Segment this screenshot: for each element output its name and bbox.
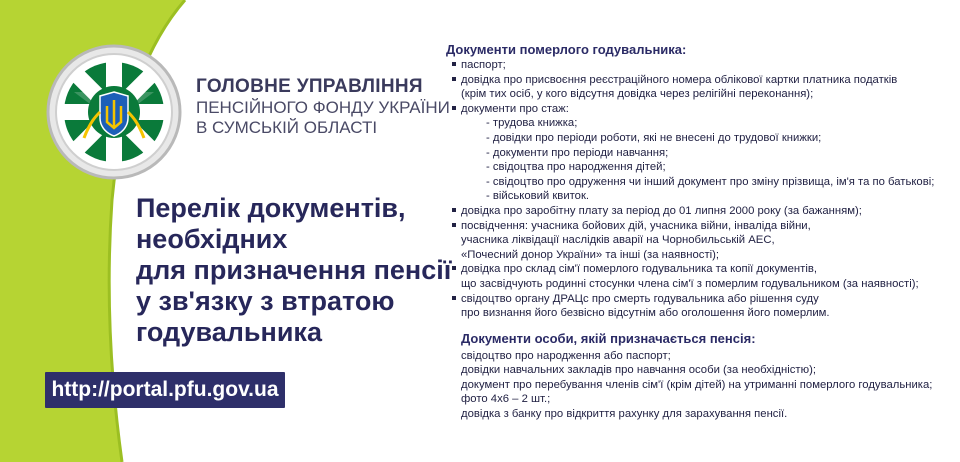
list-item: довідка про склад сім'ї померлого годувальника та копії документів, xyxy=(446,262,946,277)
section-heading-deceased: Документи померлого годувальника: xyxy=(446,42,687,57)
list-item: фото 4х6 – 2 шт.; xyxy=(461,393,551,406)
list-item: довідка про присвоєння реєстраційного номера облікової картки платника податків xyxy=(446,73,946,88)
list-item: паспорт; xyxy=(446,58,946,73)
pension-fund-emblem xyxy=(44,42,184,182)
list-item: учасника ліквідації наслідків аварії на Чорнобильській АЕС, xyxy=(461,234,775,247)
list-item: (крім тих осіб, у кого відсутня довідка через релігійні переконання); xyxy=(461,88,814,101)
title-line: необхідних xyxy=(136,224,288,254)
org-line-1: ГОЛОВНЕ УПРАВЛІННЯ xyxy=(196,76,423,97)
list-item: «Почесний донор України» та інші (за наявності); xyxy=(461,248,720,261)
documents-list xyxy=(446,42,946,422)
list-item: довідки навчальних закладів про навчання особи (за необхідністю); xyxy=(461,364,816,377)
deceased-documents xyxy=(446,58,946,321)
list-item: документи про стаж: xyxy=(446,102,946,117)
list-item: - військовий квиток. xyxy=(486,190,590,203)
org-line-3: В СУМСЬКІЙ ОБЛАСТІ xyxy=(196,118,378,137)
website-url[interactable]: http://portal.pfu.gov.ua xyxy=(51,378,279,401)
list-item: довідка з банку про відкриття рахунку для зарахування пенсії. xyxy=(461,408,788,421)
list-item: - свідоцтво про одруження чи інший документ про зміну прізвища, ім'я та по батькові; xyxy=(486,175,935,188)
list-item: посвідчення: учасника бойових дій, учасника війни, інваліда війни, xyxy=(446,219,946,234)
list-item: що засвідчують родинні стосунки члена сім'ї з померлим годувальником (за наявності); xyxy=(461,277,919,290)
list-item: про визнання його безвісно відсутнім або оголошення його померлим. xyxy=(461,307,830,320)
org-line-2: ПЕНСІЙНОГО ФОНДУ УКРАЇНИ xyxy=(196,98,450,117)
list-item: - трудова книжка; xyxy=(486,117,578,130)
list-item: довідка про заробітну плату за період до 01 липня 2000 року (за бажанням); xyxy=(446,204,946,219)
list-item: - документи про періоди навчання; xyxy=(486,146,669,159)
recipient-documents xyxy=(461,349,946,422)
website-link-box[interactable] xyxy=(45,372,285,408)
organization-name xyxy=(196,76,450,138)
list-item: - довідки про періоди роботи, які не внесені до трудової книжки; xyxy=(486,131,822,144)
title-line: Перелік документів, xyxy=(136,193,406,223)
list-item: документ про перебування членів сім'ї (крім дітей) на утриманні померлого годувальника; xyxy=(461,378,933,391)
title-line: годувальника xyxy=(136,317,322,347)
page-title xyxy=(136,193,451,348)
title-line: у зв'язку з втратою xyxy=(136,286,395,316)
section-heading-recipient: Документи особи, якій призначається пенсія: xyxy=(461,330,756,346)
recipient-documents-section xyxy=(446,331,946,422)
title-line: для призначення пенсії xyxy=(136,255,452,285)
list-item: свідоцтво про народження або паспорт; xyxy=(461,349,671,362)
list-item: свідоцтво органу ДРАЦс про смерть годувальника або рішення суду xyxy=(446,292,946,307)
list-item: - свідоцтва про народження дітей; xyxy=(486,161,666,174)
